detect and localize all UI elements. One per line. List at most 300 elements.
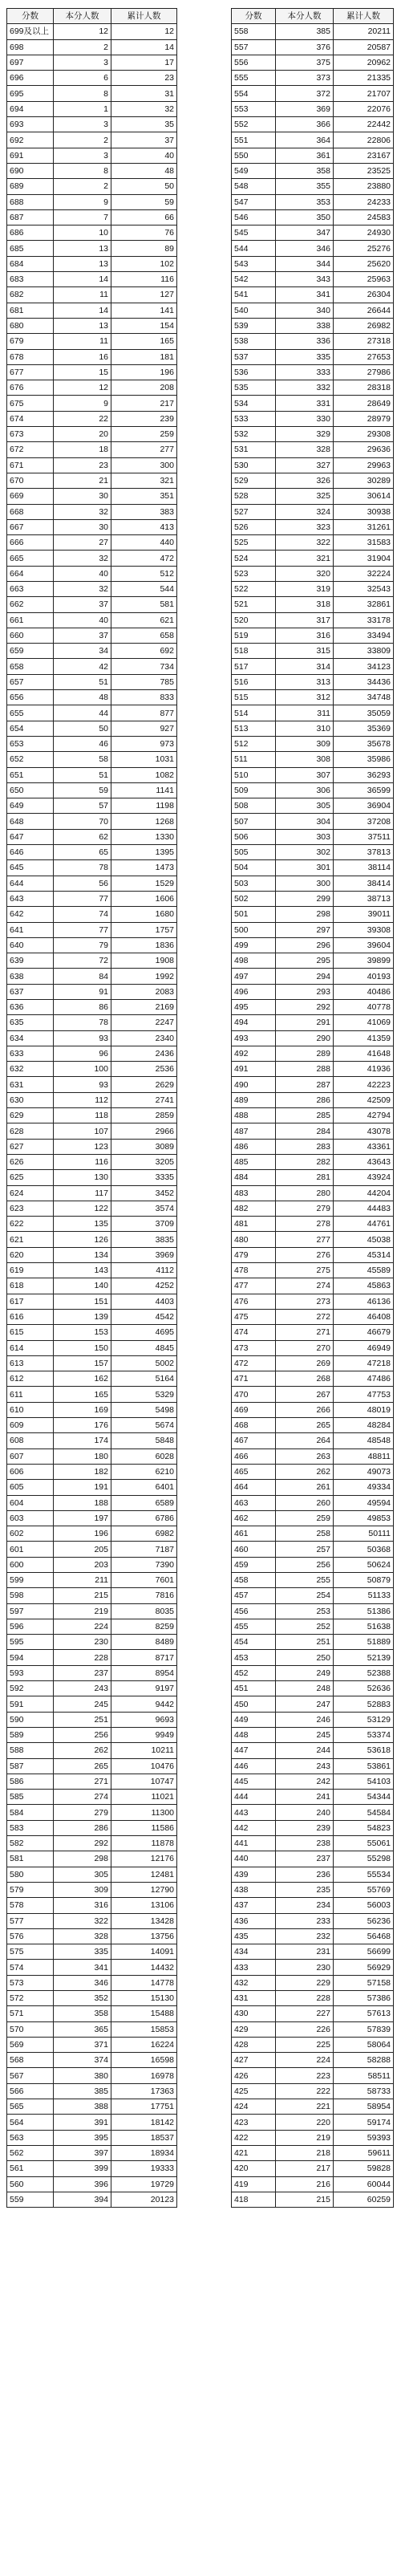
table-row: [232, 163, 394, 178]
table-row: [232, 1123, 394, 1139]
score-cell: 551: [232, 132, 276, 148]
table-row: [232, 334, 394, 349]
count-cell: 283: [276, 1139, 334, 1154]
table-row: [232, 1928, 394, 1944]
cumulative-cell: 4542: [111, 1309, 177, 1324]
cumulative-cell: 8035: [111, 1603, 177, 1619]
score-cell: 434: [232, 1944, 276, 1960]
score-cell: 540: [232, 303, 276, 318]
score-cell: 565: [7, 2099, 54, 2115]
cumulative-cell: 18934: [111, 2145, 177, 2160]
table-row: [232, 1387, 394, 1402]
table-row: [232, 612, 394, 628]
count-cell: 263: [276, 1448, 334, 1464]
cumulative-cell: 16598: [111, 2053, 177, 2068]
cumulative-cell: 973: [111, 736, 177, 751]
count-cell: 394: [54, 2192, 111, 2207]
cumulative-cell: 40778: [334, 1000, 394, 1015]
score-cell: 644: [7, 876, 54, 891]
table-row: [7, 2130, 177, 2145]
count-cell: 48: [54, 690, 111, 705]
score-cell: 448: [232, 1727, 276, 1742]
cumulative-cell: 19729: [111, 2176, 177, 2192]
table-row: [232, 71, 394, 86]
count-cell: 86: [54, 1000, 111, 1015]
score-cell: 687: [7, 209, 54, 225]
table-row: [7, 2006, 177, 2021]
score-cell: 597: [7, 1603, 54, 1619]
score-cell: 592: [7, 1681, 54, 1696]
table-row: [232, 1309, 394, 1324]
cumulative-cell: 60259: [334, 2192, 394, 2207]
count-cell: 2: [54, 179, 111, 194]
table-row: [7, 1355, 177, 1371]
table-row: [7, 860, 177, 876]
score-cell: 446: [232, 1758, 276, 1774]
count-cell: 2: [54, 39, 111, 55]
count-cell: 191: [54, 1480, 111, 1495]
count-cell: 235: [276, 1882, 334, 1897]
table-row: [232, 937, 394, 953]
table-row: [7, 1510, 177, 1526]
count-cell: 30: [54, 489, 111, 504]
table-row: [232, 814, 394, 829]
count-cell: 1: [54, 101, 111, 116]
table-row: [7, 659, 177, 674]
table-row: [7, 1092, 177, 1107]
count-cell: 280: [276, 1185, 334, 1201]
count-cell: 247: [276, 1696, 334, 1712]
table-row: [232, 1743, 394, 1758]
count-cell: 259: [276, 1510, 334, 1526]
cumulative-cell: 5329: [111, 1387, 177, 1402]
count-cell: 346: [54, 1975, 111, 1990]
score-cell: 451: [232, 1681, 276, 1696]
table-row: [7, 364, 177, 380]
cumulative-cell: 6786: [111, 1510, 177, 1526]
count-cell: 279: [276, 1201, 334, 1216]
score-cell: 631: [7, 1077, 54, 1092]
table-row: [7, 1201, 177, 1216]
cumulative-cell: 2966: [111, 1123, 177, 1139]
cumulative-cell: 56468: [334, 1928, 394, 1944]
count-cell: 215: [54, 1588, 111, 1603]
cumulative-cell: 19333: [111, 2161, 177, 2176]
cumulative-cell: 44204: [334, 1185, 394, 1201]
table-row: [232, 473, 394, 488]
cumulative-cell: 692: [111, 644, 177, 659]
table-row: [232, 24, 394, 39]
cumulative-cell: 300: [111, 457, 177, 473]
score-cell: 502: [232, 891, 276, 906]
table-row: [232, 922, 394, 937]
table-row: [7, 1696, 177, 1712]
score-cell: 686: [7, 226, 54, 241]
table-row: [7, 612, 177, 628]
score-cell: 653: [7, 736, 54, 751]
cumulative-cell: 13428: [111, 1913, 177, 1928]
score-cell: 684: [7, 256, 54, 271]
table-row: [232, 1696, 394, 1712]
score-cell: 556: [232, 55, 276, 70]
score-cell: 483: [232, 1185, 276, 1201]
table-row: [232, 1572, 394, 1587]
score-cell: 640: [7, 937, 54, 953]
score-cell: 630: [7, 1092, 54, 1107]
table-row: [7, 1991, 177, 2006]
cumulative-cell: 5002: [111, 1355, 177, 1371]
score-cell: 659: [7, 644, 54, 659]
cumulative-cell: 59611: [334, 2145, 394, 2160]
cumulative-cell: 51133: [334, 1588, 394, 1603]
table-row: [7, 984, 177, 999]
count-cell: 292: [54, 1836, 111, 1851]
table-row: [7, 1402, 177, 1417]
table-row: [7, 736, 177, 751]
score-cell: 493: [232, 1030, 276, 1046]
cumulative-cell: 4252: [111, 1278, 177, 1294]
table-row: [7, 2068, 177, 2083]
cumulative-cell: 34436: [334, 674, 394, 689]
score-cell: 685: [7, 241, 54, 256]
count-cell: 265: [276, 1418, 334, 1433]
cumulative-cell: 1198: [111, 798, 177, 814]
score-cell: 574: [7, 1960, 54, 1975]
table-row: [7, 272, 177, 287]
cumulative-cell: 24583: [334, 209, 394, 225]
score-cell: 497: [232, 969, 276, 984]
score-cell: 430: [232, 2006, 276, 2021]
score-cell: 618: [7, 1278, 54, 1294]
count-cell: 165: [54, 1387, 111, 1402]
score-cell: 441: [232, 1836, 276, 1851]
cumulative-cell: 321: [111, 473, 177, 488]
table-row: [232, 427, 394, 442]
cumulative-cell: 6210: [111, 1464, 177, 1479]
count-cell: 310: [276, 721, 334, 736]
table-row: [7, 1154, 177, 1169]
cumulative-cell: 57158: [334, 1975, 394, 1990]
count-cell: 256: [276, 1557, 334, 1572]
count-cell: 62: [54, 829, 111, 844]
score-cell: 672: [7, 442, 54, 457]
count-cell: 318: [276, 597, 334, 612]
score-cell: 699及以上: [7, 24, 54, 39]
table-row: [232, 1681, 394, 1696]
score-cell: 638: [7, 969, 54, 984]
table-row: [232, 659, 394, 674]
cumulative-cell: 21335: [334, 71, 394, 86]
count-cell: 134: [54, 1247, 111, 1262]
table-row: [7, 937, 177, 953]
cumulative-cell: 53129: [334, 1712, 394, 1727]
count-cell: 70: [54, 814, 111, 829]
table-row: [7, 1712, 177, 1727]
cumulative-cell: 51638: [334, 1619, 394, 1634]
table-row: [7, 489, 177, 504]
count-cell: 6: [54, 71, 111, 86]
score-cell: 691: [7, 148, 54, 163]
score-cell: 447: [232, 1743, 276, 1758]
score-cell: 437: [232, 1898, 276, 1913]
score-cell: 678: [7, 349, 54, 364]
table-row: [7, 1727, 177, 1742]
table-row: [7, 256, 177, 271]
cumulative-cell: 20962: [334, 55, 394, 70]
score-cell: 675: [7, 396, 54, 411]
cumulative-cell: 48019: [334, 1402, 394, 1417]
cumulative-cell: 45589: [334, 1263, 394, 1278]
cumulative-cell: 48548: [334, 1433, 394, 1448]
count-cell: 237: [54, 1665, 111, 1680]
count-cell: 257: [276, 1542, 334, 1557]
cumulative-cell: 43361: [334, 1139, 394, 1154]
score-cell: 693: [7, 117, 54, 132]
count-cell: 281: [276, 1170, 334, 1185]
count-cell: 3: [54, 55, 111, 70]
count-cell: 286: [54, 1820, 111, 1835]
cumulative-cell: 8717: [111, 1650, 177, 1665]
score-cell: 458: [232, 1572, 276, 1587]
table-row: [232, 581, 394, 596]
count-cell: 219: [276, 2130, 334, 2145]
count-cell: 292: [276, 1000, 334, 1015]
score-cell: 531: [232, 442, 276, 457]
score-cell: 438: [232, 1882, 276, 1897]
score-cell: 569: [7, 2037, 54, 2052]
cumulative-cell: 7187: [111, 1542, 177, 1557]
score-cell: 581: [7, 1851, 54, 1867]
cumulative-cell: 57386: [334, 1991, 394, 2006]
score-cell: 637: [7, 984, 54, 999]
header-cumulative: 累计人数: [111, 9, 177, 24]
table-row: [232, 1185, 394, 1201]
score-cell: 550: [232, 148, 276, 163]
score-cell: 482: [232, 1201, 276, 1216]
score-cell: 607: [7, 1448, 54, 1464]
cumulative-cell: 9442: [111, 1696, 177, 1712]
score-cell: 476: [232, 1294, 276, 1309]
score-cell: 689: [7, 179, 54, 194]
score-cell: 547: [232, 194, 276, 209]
cumulative-cell: 3574: [111, 1201, 177, 1216]
cumulative-cell: 581: [111, 597, 177, 612]
count-cell: 343: [276, 272, 334, 287]
score-cell: 664: [7, 566, 54, 581]
score-cell: 692: [7, 132, 54, 148]
score-cell: 457: [232, 1588, 276, 1603]
count-cell: 140: [54, 1278, 111, 1294]
cumulative-cell: 7816: [111, 1588, 177, 1603]
cumulative-cell: 11021: [111, 1790, 177, 1805]
header-cumulative: 累计人数: [334, 9, 394, 24]
table-row: [7, 1185, 177, 1201]
count-cell: 228: [276, 1991, 334, 2006]
cumulative-cell: 53618: [334, 1743, 394, 1758]
cumulative-cell: 9949: [111, 1727, 177, 1742]
table-row: [232, 1542, 394, 1557]
score-cell: 428: [232, 2037, 276, 2052]
count-cell: 117: [54, 1185, 111, 1201]
cumulative-cell: 38713: [334, 891, 394, 906]
score-cell: 468: [232, 1418, 276, 1433]
header-count: 本分人数: [54, 9, 111, 24]
count-cell: 333: [276, 364, 334, 380]
score-cell: 443: [232, 1805, 276, 1820]
count-cell: 239: [276, 1820, 334, 1835]
count-cell: 295: [276, 953, 334, 969]
cumulative-cell: 833: [111, 690, 177, 705]
cumulative-cell: 2629: [111, 1077, 177, 1092]
table-row: [7, 597, 177, 612]
score-cell: 671: [7, 457, 54, 473]
cumulative-cell: 23525: [334, 163, 394, 178]
count-cell: 50: [54, 721, 111, 736]
count-cell: 84: [54, 969, 111, 984]
score-cell: 529: [232, 473, 276, 488]
table-row: [232, 1867, 394, 1882]
score-cell: 558: [232, 24, 276, 39]
score-cell: 563: [7, 2130, 54, 2145]
table-row: [7, 1046, 177, 1061]
score-cell: 595: [7, 1635, 54, 1650]
table-row: [232, 364, 394, 380]
score-cell: 455: [232, 1619, 276, 1634]
cumulative-cell: 12: [111, 24, 177, 39]
cumulative-cell: 14091: [111, 1944, 177, 1960]
score-cell: 679: [7, 334, 54, 349]
count-cell: 282: [276, 1154, 334, 1169]
score-cell: 606: [7, 1464, 54, 1479]
count-cell: 251: [54, 1712, 111, 1727]
table-row: [7, 1278, 177, 1294]
table-row: [232, 798, 394, 814]
score-cell: 698: [7, 39, 54, 55]
cumulative-cell: 10747: [111, 1774, 177, 1789]
cumulative-cell: 45863: [334, 1278, 394, 1294]
score-cell: 688: [7, 194, 54, 209]
table-row: [7, 287, 177, 303]
score-cell: 602: [7, 1526, 54, 1542]
score-cell: 488: [232, 1108, 276, 1123]
table-row: [232, 1217, 394, 1232]
table-row: [7, 504, 177, 519]
score-cell: 491: [232, 1062, 276, 1077]
table-row: [232, 1170, 394, 1185]
count-cell: 275: [276, 1263, 334, 1278]
cumulative-cell: 4695: [111, 1325, 177, 1340]
score-cell: 459: [232, 1557, 276, 1572]
count-cell: 11: [54, 287, 111, 303]
count-cell: 269: [276, 1355, 334, 1371]
cumulative-cell: 116: [111, 272, 177, 287]
table-row: [232, 1851, 394, 1867]
cumulative-cell: 15488: [111, 2006, 177, 2021]
count-cell: 223: [276, 2068, 334, 2083]
cumulative-cell: 10476: [111, 1758, 177, 1774]
count-cell: 262: [54, 1743, 111, 1758]
table-row: [232, 1046, 394, 1061]
count-cell: 182: [54, 1464, 111, 1479]
score-cell: 587: [7, 1758, 54, 1774]
cumulative-cell: 1330: [111, 829, 177, 844]
table-row: [7, 690, 177, 705]
score-cell: 501: [232, 907, 276, 922]
count-cell: 255: [276, 1572, 334, 1587]
score-cell: 694: [7, 101, 54, 116]
table-row: [232, 1108, 394, 1123]
count-cell: 123: [54, 1139, 111, 1154]
count-cell: 2: [54, 132, 111, 148]
table-row: [232, 535, 394, 551]
count-cell: 13: [54, 318, 111, 333]
cumulative-cell: 54823: [334, 1820, 394, 1835]
cumulative-cell: 54584: [334, 1805, 394, 1820]
table-row: [232, 752, 394, 767]
cumulative-cell: 29636: [334, 442, 394, 457]
table-row: [232, 226, 394, 241]
table-row: [232, 148, 394, 163]
table-row: [7, 1433, 177, 1448]
table-row: [7, 2145, 177, 2160]
count-cell: 395: [54, 2130, 111, 2145]
score-cell: 422: [232, 2130, 276, 2145]
table-row: [232, 318, 394, 333]
count-cell: 338: [276, 318, 334, 333]
cumulative-cell: 11586: [111, 1820, 177, 1835]
score-cell: 628: [7, 1123, 54, 1139]
cumulative-cell: 24233: [334, 194, 394, 209]
cumulative-cell: 17363: [111, 2083, 177, 2099]
count-cell: 130: [54, 1170, 111, 1185]
count-cell: 8: [54, 163, 111, 178]
count-cell: 248: [276, 1681, 334, 1696]
count-cell: 23: [54, 457, 111, 473]
score-cell: 436: [232, 1913, 276, 1928]
score-cell: 676: [7, 380, 54, 396]
score-cell: 576: [7, 1928, 54, 1944]
table-row: [7, 1062, 177, 1077]
cumulative-cell: 1268: [111, 814, 177, 829]
table-row: [232, 2145, 394, 2160]
cumulative-cell: 20211: [334, 24, 394, 39]
table-row: [7, 117, 177, 132]
cumulative-cell: 23: [111, 71, 177, 86]
count-cell: 218: [276, 2145, 334, 2160]
table-row: [232, 1232, 394, 1247]
count-cell: 37: [54, 628, 111, 643]
cumulative-cell: 50624: [334, 1557, 394, 1572]
score-cell: 690: [7, 163, 54, 178]
table-row: [232, 1263, 394, 1278]
cumulative-cell: 351: [111, 489, 177, 504]
score-cell: 642: [7, 907, 54, 922]
cumulative-cell: 31: [111, 86, 177, 101]
score-cell: 426: [232, 2068, 276, 2083]
count-cell: 323: [276, 519, 334, 534]
cumulative-cell: 29308: [334, 427, 394, 442]
count-cell: 312: [276, 690, 334, 705]
count-cell: 270: [276, 1340, 334, 1355]
table-row: [232, 705, 394, 721]
table-row: [232, 287, 394, 303]
table-row: [232, 380, 394, 396]
count-cell: 219: [54, 1603, 111, 1619]
cumulative-cell: 4845: [111, 1340, 177, 1355]
cumulative-cell: 1082: [111, 767, 177, 782]
cumulative-cell: 36293: [334, 767, 394, 782]
cumulative-cell: 30289: [334, 473, 394, 488]
